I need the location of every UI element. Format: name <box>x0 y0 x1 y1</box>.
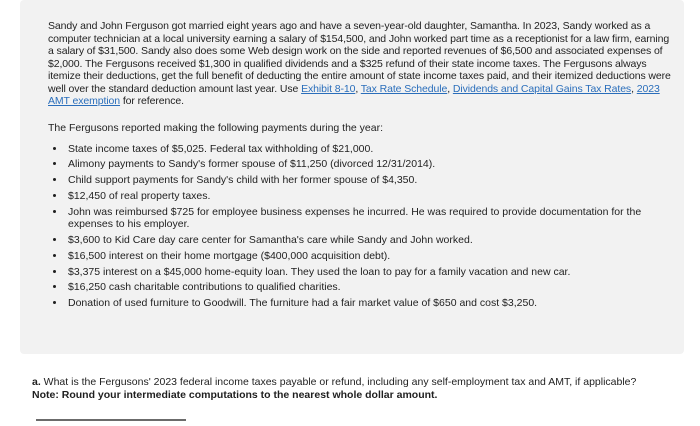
payment-item: • Alimony payments to Sandy's former spouse of $11,250 (divorced 12/31/2014). <box>66 158 674 171</box>
link-exhibit-8-10[interactable]: Exhibit 8-10 <box>301 82 356 95</box>
link-separator: , <box>631 82 637 95</box>
intro-links-suffix: for reference. <box>120 95 184 107</box>
problem-intro <box>48 20 674 108</box>
payment-item: • $3,375 interest on a $45,000 home-equity loan. They used the loan to pay for a family vacation and new car. <box>66 266 674 279</box>
question-body: What is the Fergusons' 2023 federal income taxes payable or refund, including any self-employment tax and AMT, if applicable? <box>40 376 637 388</box>
link-tax-rate-schedule[interactable]: Tax Rate Schedule <box>360 82 448 95</box>
intro-text: Sandy and John Ferguson got married eight years ago and have a seven-year-old daughter, Samantha. In 2023, Sandy worked as a computer technician at a local university earning a salary of $154,500, and John worked part time as a receptionist for a law firm, earning a salary of $31,500. Sandy also does some Web design work on the side and reported revenues of $6,500 and associated expenses of $2,000. The Fergusons received $1,300 in qualified dividends and a $325 refund of their state income taxes. The Fergusons always itemize their deductions, get the full benefit of deducting the entire amount of state income taxes paid, and their itemized deductions were well over the standard deduction amount last year. Use <box>48 20 671 95</box>
payment-item: • John was reimbursed $725 for employee business expenses he incurred. He was required to provide documentation for the expenses to his employer. <box>66 206 674 231</box>
answer-field[interactable] <box>36 419 186 421</box>
payments-list <box>48 143 674 310</box>
link-2023-amt-exemption[interactable]: 2023 AMT exemption <box>48 82 660 107</box>
problem-panel <box>20 0 684 354</box>
payment-item: • $3,600 to Kid Care day care center for Samantha's care while Sandy and John worked. <box>66 234 674 247</box>
payment-item: • Donation of used furniture to Goodwill. The furniture had a fair market value of $650 and cost $3,250. <box>66 297 674 310</box>
payment-item: • $16,250 cash charitable contributions to qualified charities. <box>66 281 674 294</box>
payment-item: • $16,500 interest on their home mortgage ($400,000 acquisition debt). <box>66 250 674 263</box>
question-area <box>32 376 682 401</box>
payment-item: • State income taxes of $5,025. Federal tax withholding of $21,000. <box>66 143 674 156</box>
payments-heading: The Fergusons reported making the following payments during the year: <box>48 121 384 134</box>
payment-item: • $12,450 of real property taxes. <box>66 190 674 203</box>
payment-item: • Child support payments for Sandy's child with her former spouse of $4,350. <box>66 174 674 187</box>
link-separator: , <box>355 82 361 95</box>
question-text <box>32 376 682 389</box>
rounding-note: Note: Round your intermediate computations to the nearest whole dollar amount. <box>32 388 438 401</box>
question-label: a. <box>32 376 41 388</box>
link-dividends-capital-gains-rates[interactable]: Dividends and Capital Gains Tax Rates <box>452 82 632 95</box>
link-separator: , <box>447 82 453 95</box>
